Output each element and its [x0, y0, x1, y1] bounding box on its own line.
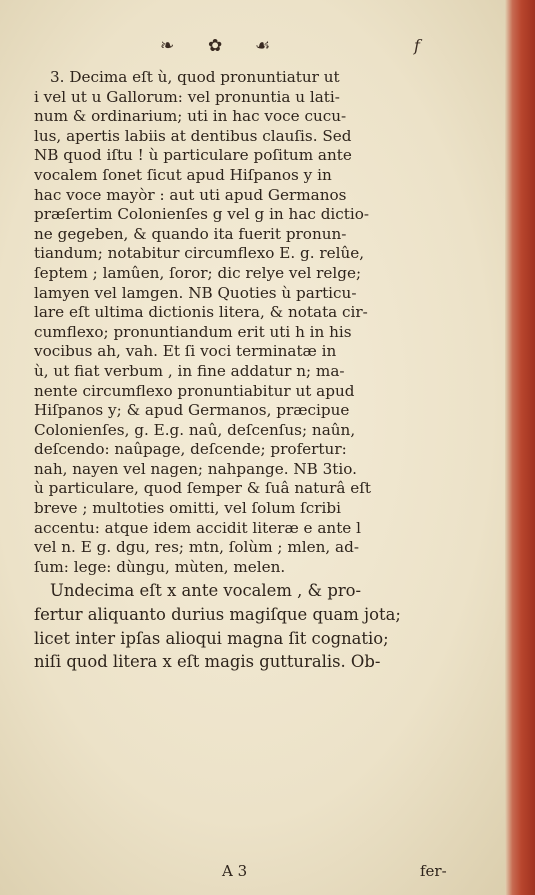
text-line: nah, nayen vel nagen; nahpange. NB 3tio.: [34, 459, 357, 478]
text-line: niſi quod litera x eſt magis gutturalis. Ob-: [34, 652, 381, 672]
text-line: cumflexo; pronuntiandum erit uti h in his: [34, 322, 352, 341]
text-line: ù, ut fiat verbum , in fine addatur n; ma-: [34, 361, 345, 380]
page-footer: [0, 862, 505, 884]
text-line: vocalem ſonet ſicut apud Hiſpanos y in: [34, 165, 332, 184]
book-cover-edge: [505, 0, 535, 895]
text-line: NB quod iſtu ! ù particulare poſitum ante: [34, 146, 352, 165]
text-line: Hiſpanos y; & apud Germanos, præcipue: [34, 401, 350, 420]
text-line: num & ordinarium; uti in hac voce cucu-: [34, 107, 347, 126]
catchword: fer-: [420, 862, 447, 880]
text-line: lus, apertis labiis at dentibus clauſis. Sed: [34, 126, 352, 145]
text-line: ù particulare, quod ſemper & ſuâ naturâ eſt: [34, 479, 371, 498]
text-line: Undecima eſt x ante vocalem , & pro-: [50, 581, 362, 601]
text-line: accentu: atque idem accidit literæ e ante l: [34, 518, 361, 537]
body-text: [34, 68, 484, 672]
text-line: præſertim Colonienſes g vel g in hac dictio-: [34, 205, 370, 224]
text-line: licet inter ipſas alioqui magna ſit cognatio;: [34, 628, 389, 648]
text-line: ſum: lege: dùngu, mùten, melen.: [34, 557, 286, 576]
folio-mark: f: [414, 36, 420, 55]
text-line: 3. Decima eſt ù, quod pronuntiatur ut: [50, 68, 340, 86]
ornament-right-icon: ☙: [255, 36, 271, 56]
text-line: nente circumflexo pronuntiabitur ut apud: [34, 381, 355, 400]
page-header: [0, 36, 505, 60]
signature-mark: A 3: [222, 862, 248, 880]
text-line: vocibus ah, vah. Et ſi voci terminatæ in: [34, 342, 337, 361]
text-line: deſcendo: naûpage, deſcende; profertur:: [34, 440, 347, 459]
text-line: breve ; multoties omitti, vel ſolum ſcribi: [34, 499, 341, 518]
text-line: tiandum; notabitur circumflexo E. g. relûe,: [34, 244, 365, 263]
text-line: fertur aliquanto durius magiſque quam jota;: [34, 605, 401, 625]
text-line: ne gegeben, & quando ita fuerit pronun-: [34, 224, 347, 243]
text-line: vel n. E g. dgu, res; mtn, ſolùm ; mlen, ad-: [34, 538, 359, 557]
text-line: i vel ut u Gallorum: vel pronuntia u lati-: [34, 87, 340, 106]
text-line: hac voce mayòr : aut uti apud Germanos: [34, 185, 347, 204]
ornament-center-icon: ✿: [208, 36, 223, 56]
text-line: lare eſt ultima dictionis litera, & notata cir-: [34, 303, 368, 322]
text-line: ſeptem ; lamûen, ſoror; dic relye vel relge;: [34, 263, 362, 282]
ornament-left-icon: ❧: [160, 36, 175, 56]
text-line: Colonienſes, g. E.g. naû, deſcenſus; naûn,: [34, 420, 356, 439]
text-line: lamyen vel lamgen. NB Quoties ù particu-: [34, 283, 357, 302]
